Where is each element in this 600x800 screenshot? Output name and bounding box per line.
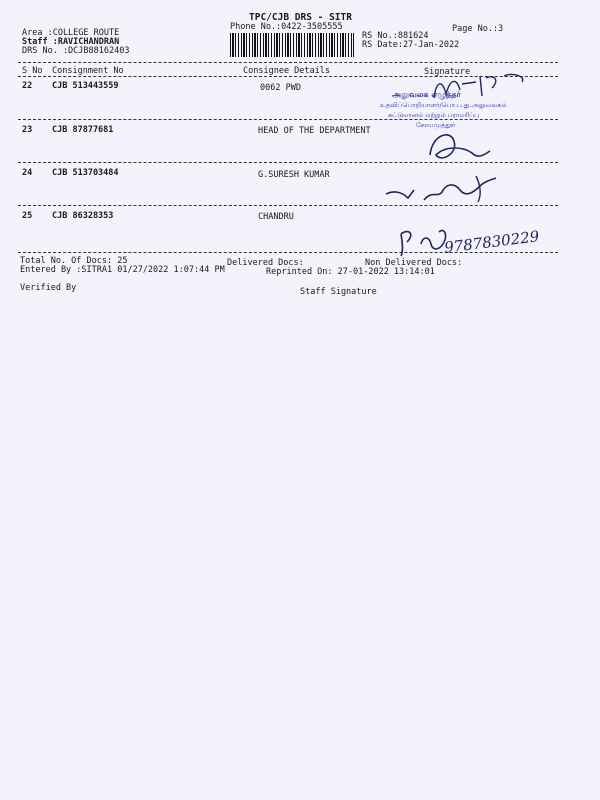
row-consignment: CJB 87877681 (52, 125, 114, 135)
entered-by: Entered By :SITRA1 01/27/2022 1:07:44 PM (20, 265, 225, 275)
divider (18, 62, 558, 63)
rs-number: RS No.:881624 (362, 31, 429, 41)
handwritten-phone-number: 9787830229 (443, 227, 541, 257)
area-label: Area :COLLEGE ROUTE (22, 28, 120, 38)
reprinted-on: Reprinted On: 27-01-2022 13:14:01 (266, 267, 435, 277)
stamp-line: உதவிப்பொறியாளர்/பொ.ப.து.அலுவலகம் (380, 101, 507, 109)
col-header-signature: Signature (424, 67, 471, 77)
col-header-consignee: Consignee Details (243, 66, 330, 76)
row-consignee: G.SURESH KUMAR (258, 170, 330, 180)
non-delivered-docs: Non Delivered Docs: (365, 258, 463, 268)
barcode-image (230, 33, 354, 57)
stamp-line: கோயமுத்தூர் (416, 121, 456, 129)
page-number: Page No.:3 (452, 24, 504, 34)
row-sno: 22 (22, 81, 33, 91)
rs-date: RS Date:27-Jan-2022 (362, 40, 460, 50)
row-sno: 23 (22, 125, 33, 135)
drs-number: DRS No. :DCJB88162403 (22, 46, 130, 56)
row-consignment: CJB 86328353 (52, 211, 114, 221)
signature-row-23-icon (420, 125, 500, 170)
stamp-line: அலுவலக எழுத்தர் (392, 90, 461, 99)
staff-label: Staff :RAVICHANDRAN (22, 37, 120, 47)
stamp-line: கட்டுமானம் மற்றும் பராமரிப்பு (388, 111, 479, 119)
signature-row-24-icon (380, 172, 500, 212)
row-sno: 24 (22, 168, 33, 178)
staff-signature-label: Staff Signature (300, 287, 377, 297)
delivered-docs: Delivered Docs: (227, 258, 304, 268)
row-sno: 25 (22, 211, 33, 221)
phone-number: Phone No.:0422-3505555 (230, 22, 343, 32)
row-consignment: CJB 513703484 (52, 168, 119, 178)
row-consignee: CHANDRU (258, 212, 294, 222)
document-title: TPC/CJB DRS - SITR (249, 12, 352, 23)
verified-by: Verified By (20, 283, 77, 293)
row-consignee: HEAD OF THE DEPARTMENT (258, 126, 371, 136)
col-header-sno: S No (22, 66, 43, 76)
row-consignee: 0062 PWD (260, 83, 301, 93)
col-header-consignment: Consignment No (52, 66, 124, 76)
total-docs: Total No. Of Docs: 25 (20, 256, 128, 266)
row-consignment: CJB 513443559 (52, 81, 119, 91)
